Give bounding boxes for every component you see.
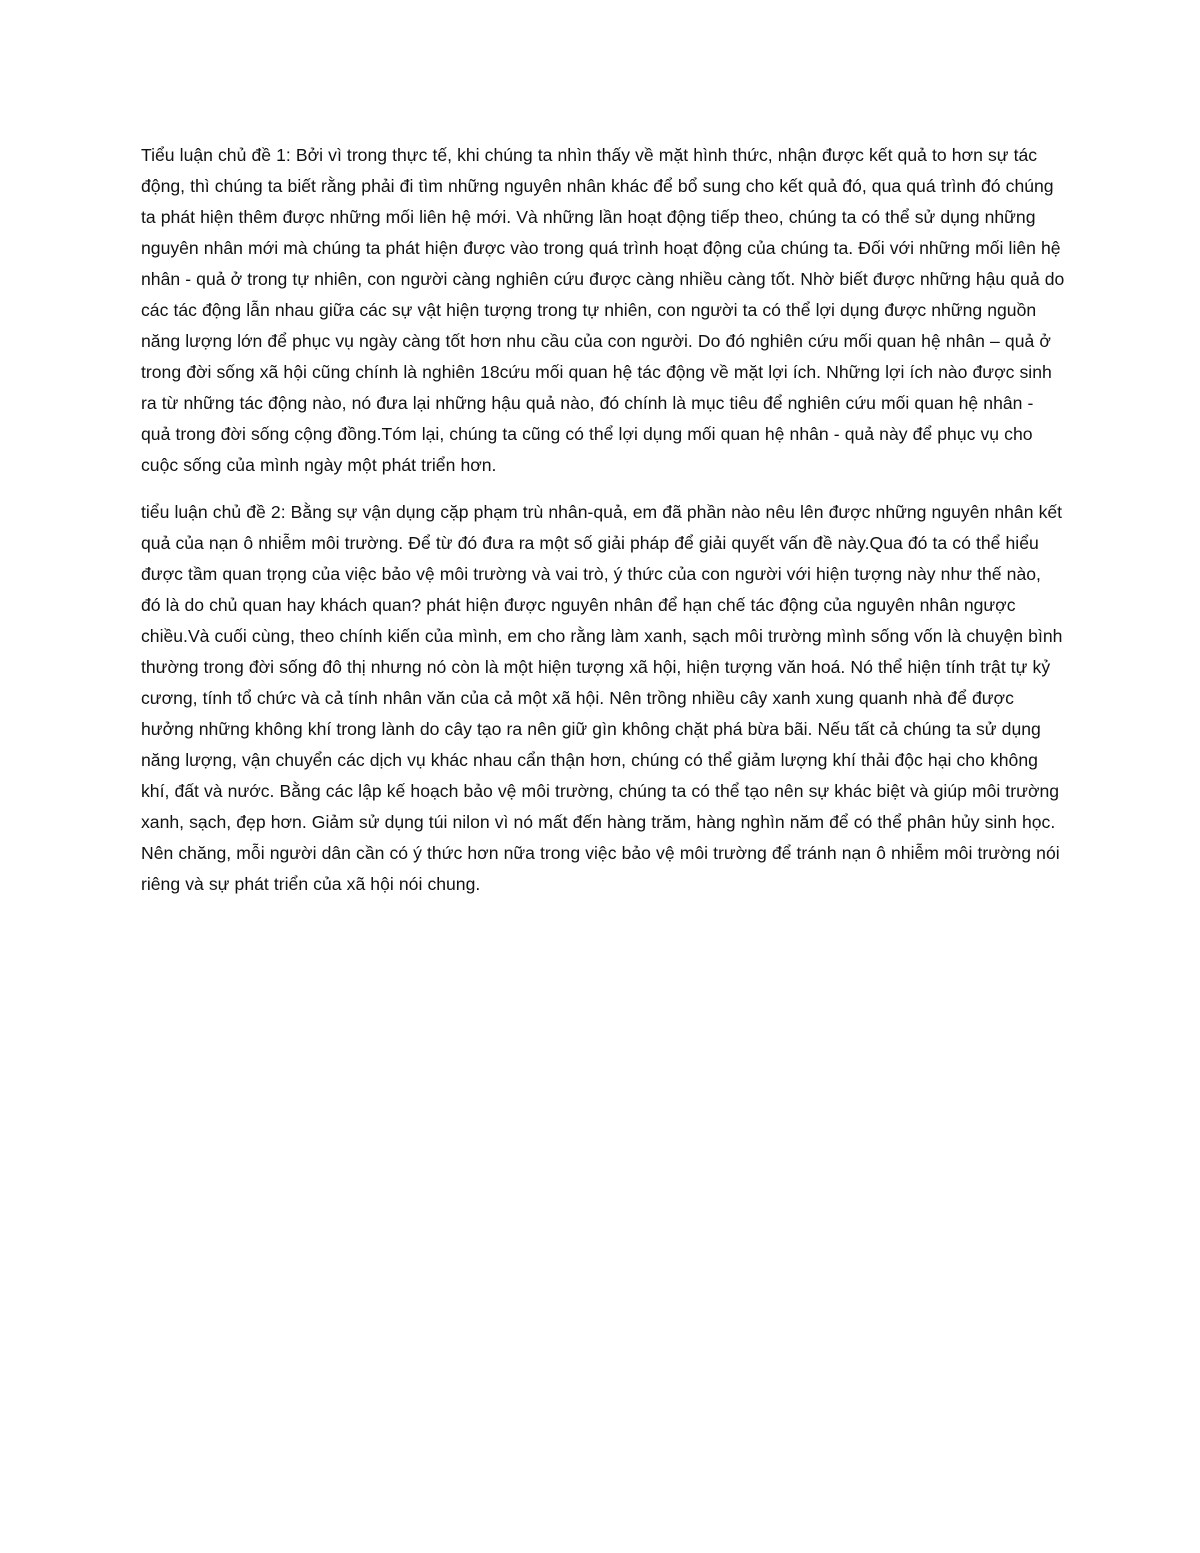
paragraph-topic-1: Tiểu luận chủ đề 1: Bởi vì trong thực tế, khi chúng ta nhìn thấy về mặt hình thức, nhận được kết quả to hơn sự tác động, thì chúng ta biết rằng phải đi tìm những nguyên nhân khác để bổ sung cho kết quả đó, qua quá trình đó chúng ta phát hiện thêm được những mối liên hệ mới. Và những lần hoạt động tiếp theo, chúng ta có thể sử dụng những nguyên nhân mới mà chúng ta phát hiện được vào trong quá trình hoạt động của chúng ta. Đối với những mối liên hệ nhân - quả ở trong tự nhiên, con người càng nghiên cứu được càng nhiều càng tốt. Nhờ biết được những hậu quả do các tác động lẫn nhau giữa các sự vật hiện tượng trong tự nhiên, con người ta có thể lợi dụng được những nguồn năng lượng lớn để phục vụ ngày càng tốt hơn nhu cầu của con người. Do đó nghiên cứu mối quan hệ nhân – quả ở trong đời sống xã hội cũng chính là nghiên 18cứu mối quan hệ tác động về mặt lợi ích. Những lợi ích nào được sinh ra từ những tác động nào, nó đưa lại những hậu quả nào, đó chính là mục tiêu để nghiên cứu mối quan hệ nhân - quả trong đời sống cộng đồng.Tóm lại, chúng ta cũng có thể lợi dụng mối quan hệ nhân - quả này để phục vụ cho cuộc sống của mình ngày một phát triển hơn.	[141, 145, 1065, 475]
paragraph-topic-2: tiểu luận chủ đề 2: Bằng sự vận dụng cặp phạm trù nhân-quả, em đã phần nào nêu lên được những nguyên nhân kết quả của nạn ô nhiễm môi trường. Để từ đó đưa ra một số giải pháp để giải quyết vấn đề này.Qua đó ta có thể hiểu được tầm quan trọng của việc bảo vệ môi trường và vai trò, ý thức của con người với hiện tượng này như thế nào, đó là do chủ quan hay khách quan? phát hiện được nguyên nhân để hạn chế tác động của nguyên nhân ngược chiều.Và cuối cùng, theo chính kiến của mình, em cho rằng làm xanh, sạch môi trường mình sống vốn là chuyện bình thường trong đời sống đô thị nhưng nó còn là một hiện tượng xã hội, hiện tượng văn hoá. Nó thể hiện tính trật tự kỷ cương, tính tổ chức và cả tính nhân văn của cả một xã hội. Nên trồng nhiều cây xanh xung quanh nhà để được hưởng những không khí trong lành do cây tạo ra nên giữ gìn không chặt phá bừa bãi. Nếu tất cả chúng ta sử dụng năng lượng, vận chuyển các dịch vụ khác nhau cẩn thận hơn, chúng có thể giảm lượng khí thải độc hại cho không khí, đất và nước. Bằng các lập kế hoạch bảo vệ môi trường, chúng ta có thể tạo nên sự khác biệt và giúp môi trường xanh, sạch, đẹp hơn. Giảm sử dụng túi nilon vì nó mất đến hàng trăm, hàng nghìn năm để có thể phân hủy sinh học. Nên chăng, mỗi người dân cần có ý thức hơn nữa trong việc bảo vệ môi trường để tránh nạn ô nhiễm môi trường nói riêng và sự phát triển của xã hội nói chung.	[141, 502, 1063, 894]
document-body	[141, 140, 1065, 916]
